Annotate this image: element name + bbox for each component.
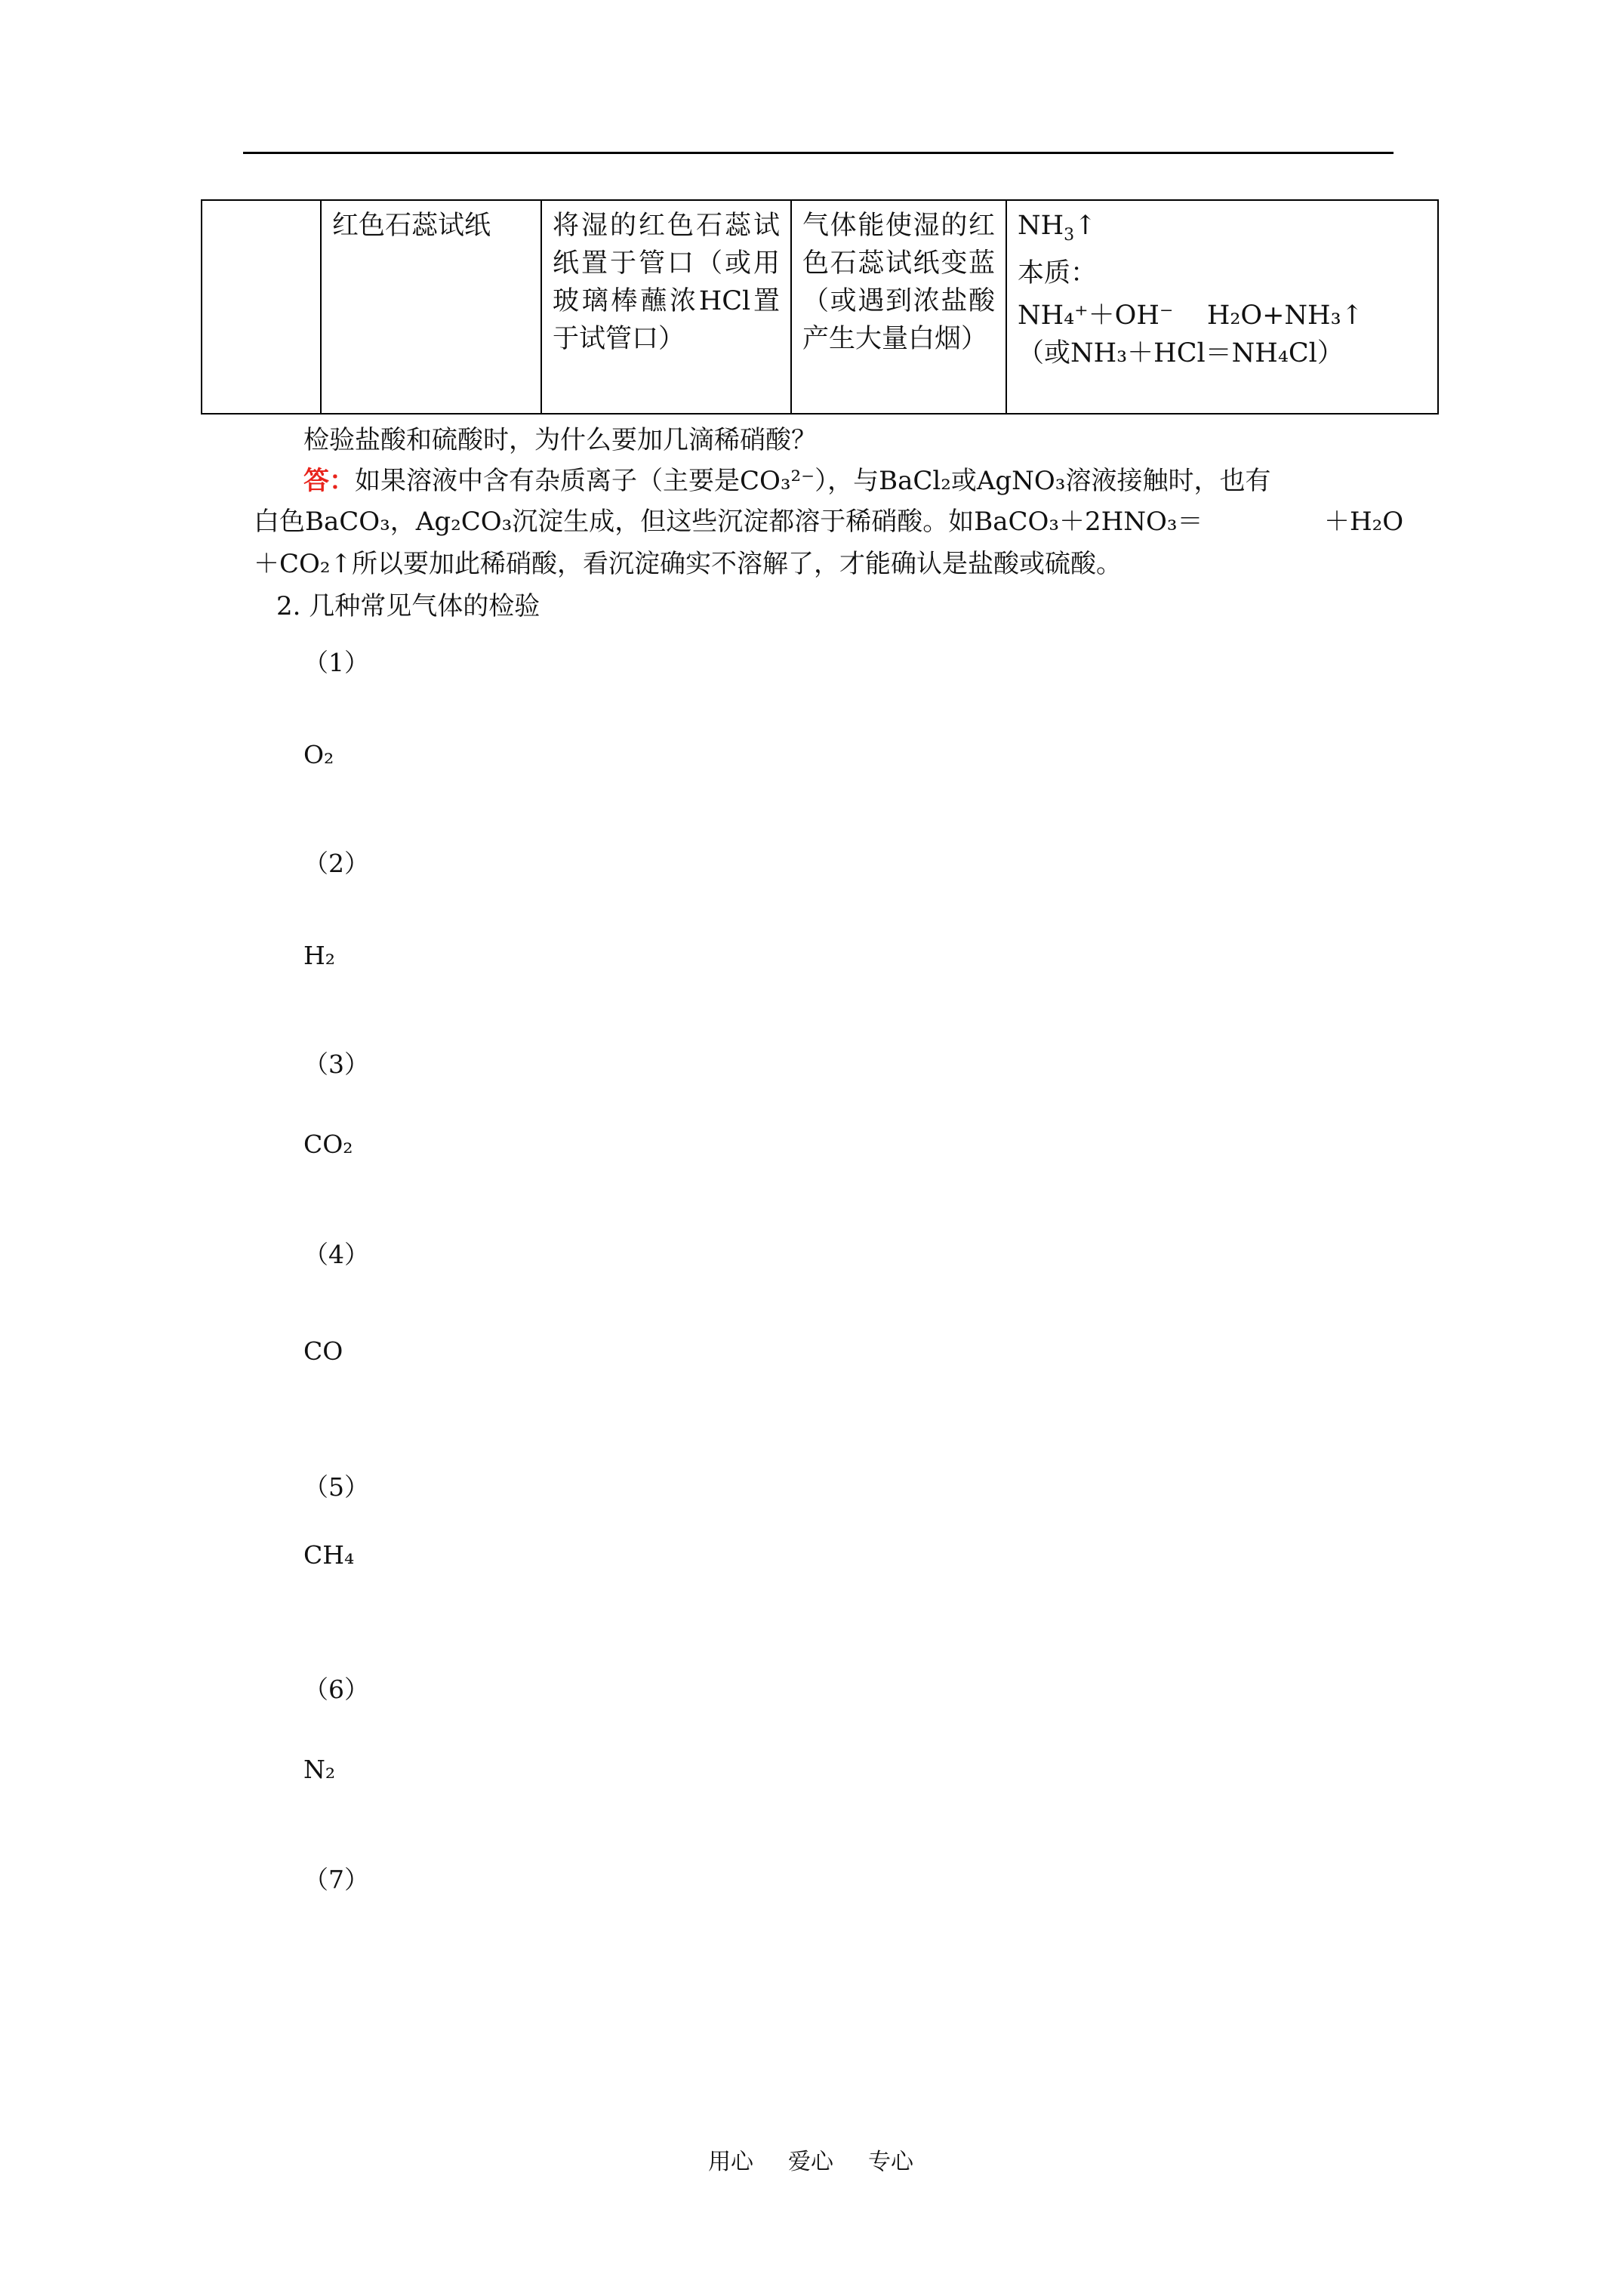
conclusion-line3: NH₄⁺＋OH⁻ H₂O+NH₃↑ — [1018, 300, 1363, 331]
table-cell-method — [541, 200, 791, 414]
item-gas-4: CO — [303, 1336, 343, 1366]
footer-word: 爱心 — [788, 2149, 833, 2175]
table-cell-empty — [202, 200, 321, 414]
answer-line3: ＋CO₂↑所以要加此稀硝酸，看沉淀确实不溶解了，才能确认是盐酸或硫酸。 — [254, 549, 1123, 579]
header-rule — [243, 152, 1394, 154]
item-gas-3: CO₂ — [303, 1130, 353, 1159]
item-num-7: （7） — [303, 1865, 369, 1894]
method-text: 将湿的红色石蕊试纸置于管口（或用玻璃棒蘸浓HCl置于试管口） — [553, 211, 780, 354]
item-num-1: （1） — [303, 648, 369, 677]
item-num-5: （5） — [303, 1472, 369, 1502]
answer-line1: 答：如果溶液中含有杂质离子（主要是CO₃²⁻），与BaCl₂或AgNO₃溶液接触时，也有 — [303, 466, 1271, 496]
item-gas-6: N₂ — [303, 1755, 336, 1784]
table-cell-reagent — [321, 200, 541, 414]
footer-word: 专心 — [868, 2149, 913, 2175]
phenomenon-text: 气体能使湿的红色石蕊试纸变蓝（或遇到浓盐酸产生大量白烟） — [802, 211, 995, 354]
question-text: 检验盐酸和硫酸时，为什么要加几滴稀硝酸？ — [303, 425, 817, 455]
conclusion-line2: 本质： — [1018, 258, 1098, 288]
item-num-2: （2） — [303, 849, 369, 878]
answer-line2-tail: ＋H₂O — [1324, 507, 1404, 537]
gas-test-table — [201, 199, 1439, 415]
reagent-text: 红色石蕊试纸 — [332, 211, 491, 241]
item-num-6: （6） — [303, 1675, 369, 1704]
item-num-3: （3） — [303, 1049, 369, 1079]
page-footer — [708, 2143, 948, 2176]
item-gas-1: O₂ — [303, 740, 334, 769]
table-cell-conclusion — [1006, 200, 1438, 414]
item-gas-2: H₂ — [303, 941, 336, 970]
answer-line2: 白色BaCO₃，Ag₂CO₃沉淀生成，但这些沉淀都溶于稀硝酸。如BaCO₃＋2HNO₃＝ — [254, 507, 1203, 537]
conclusion-line1: $NH_3↑$ — [1018, 211, 1097, 245]
section2-title: 2. 几种常见气体的检验 — [276, 591, 540, 621]
conclusion-line4: （或NH₃＋HCl＝NH₄Cl） — [1018, 338, 1344, 368]
table-cell-phenomenon — [791, 200, 1006, 414]
footer-word: 用心 — [708, 2149, 753, 2175]
table-row — [202, 200, 1438, 414]
item-num-4: （4） — [303, 1240, 369, 1269]
item-gas-5: CH₄ — [303, 1540, 355, 1570]
answer-label: 答： — [303, 466, 355, 496]
